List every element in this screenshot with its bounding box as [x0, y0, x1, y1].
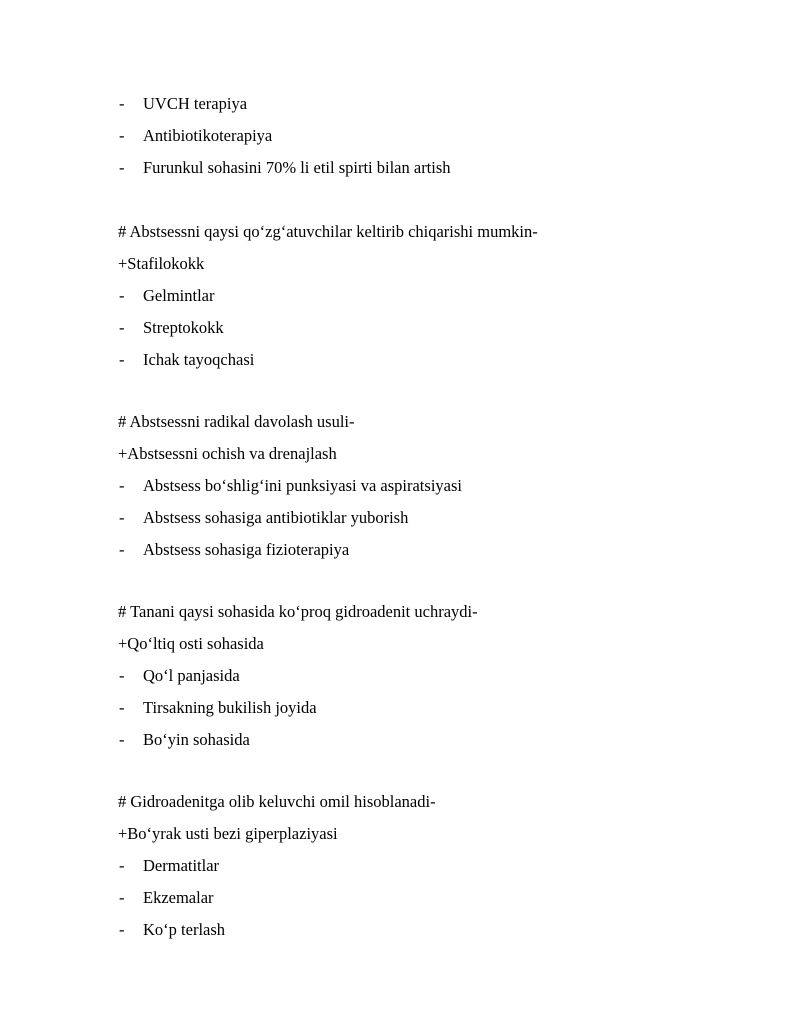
option-dash: - — [119, 158, 125, 177]
question-block — [0, 790, 800, 950]
list-item — [0, 664, 800, 696]
list-item — [0, 696, 800, 728]
list-item — [0, 124, 800, 156]
option-dash: - — [119, 540, 125, 559]
option-text: Streptokokk — [143, 318, 224, 337]
option-text: Abstsess sohasiga antibiotiklar yuborish — [143, 508, 409, 527]
list-item — [0, 284, 800, 316]
correct-answer-line — [0, 632, 800, 664]
correct-answer-line — [0, 822, 800, 854]
list-item — [0, 506, 800, 538]
list-item — [0, 316, 800, 348]
option-text: Ko‘p terlash — [143, 920, 226, 939]
option-text: Dermatitlar — [143, 856, 220, 875]
option-dash: - — [119, 126, 125, 145]
list-item — [0, 886, 800, 918]
list-item — [0, 474, 800, 506]
question-line — [0, 600, 800, 632]
correct-answer-line — [0, 442, 800, 474]
option-dash: - — [119, 286, 125, 305]
question-line — [0, 410, 800, 442]
option-text: Antibiotikoterapiya — [143, 126, 273, 145]
option-text: Bo‘yin sohasida — [143, 730, 250, 749]
list-item — [0, 918, 800, 950]
list-item — [0, 92, 800, 124]
correct-answer: +Qo‘ltiq osti sohasida — [118, 634, 264, 653]
question-text: # Gidroadenitga olib keluvchi omil hisoblanadi- — [118, 792, 436, 811]
option-text: Qo‘l panjasida — [143, 666, 240, 685]
list-item — [0, 348, 800, 380]
option-dash: - — [119, 666, 125, 685]
correct-answer: +Stafilokokk — [118, 254, 205, 273]
question-text: # Tanani qaysi sohasida ko‘proq gidroadenit uchraydi- — [118, 602, 478, 621]
question-line — [0, 790, 800, 822]
question-text: # Abstsessni qaysi qo‘zg‘atuvchilar keltirib chiqarishi mumkin- — [118, 222, 538, 241]
correct-answer-line — [0, 252, 800, 284]
option-dash: - — [119, 698, 125, 717]
correct-answer: +Bo‘yrak usti bezi giperplaziyasi — [118, 824, 338, 843]
list-item — [0, 156, 800, 188]
question-block — [0, 410, 800, 570]
list-item — [0, 538, 800, 570]
option-text: Abstsess bo‘shlig‘ini punksiyasi va aspiratsiyasi — [143, 476, 462, 495]
option-dash: - — [119, 476, 125, 495]
option-text: Tirsakning bukilish joyida — [143, 698, 317, 717]
list-item — [0, 854, 800, 886]
option-dash: - — [119, 508, 125, 527]
option-text: Gelmintlar — [143, 286, 215, 305]
option-dash: - — [119, 856, 125, 875]
option-dash: - — [119, 318, 125, 337]
option-dash: - — [119, 94, 125, 113]
list-item — [0, 728, 800, 760]
option-dash: - — [119, 350, 125, 369]
option-text: Abstsess sohasiga fizioterapiya — [143, 540, 350, 559]
question-block — [0, 220, 800, 380]
question-line — [0, 220, 800, 252]
correct-answer: +Abstsessni ochish va drenajlash — [118, 444, 337, 463]
option-text: UVCH terapiya — [143, 94, 248, 113]
option-text: Ichak tayoqchasi — [143, 350, 255, 369]
option-text: Ekzemalar — [143, 888, 214, 907]
intro-options-list — [0, 92, 800, 188]
question-block — [0, 600, 800, 760]
option-dash: - — [119, 920, 125, 939]
option-dash: - — [119, 730, 125, 749]
option-dash: - — [119, 888, 125, 907]
question-text: # Abstsessni radikal davolash usuli- — [118, 412, 355, 431]
option-text: Furunkul sohasini 70% li etil spirti bilan artish — [143, 158, 451, 177]
